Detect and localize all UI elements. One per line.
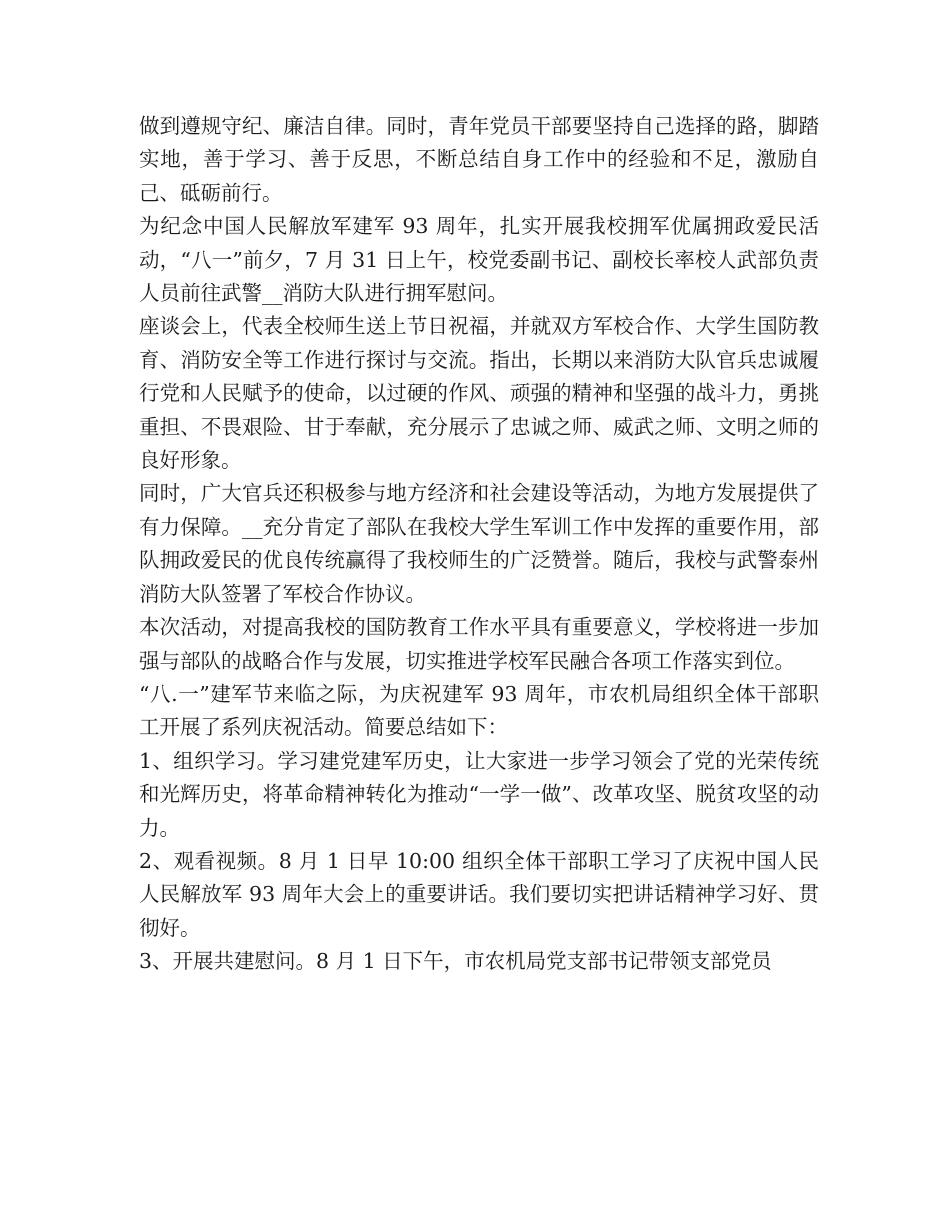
list-item-study: 1、组织学习。学习建党建军历史，让大家进一步学习领会了党的光荣传统和光辉历史，将革命精神转化为推动“一学一做”、改革攻坚、脱贫攻坚的动力。 bbox=[139, 748, 819, 840]
paragraph-significance: 本次活动，对提高我校的国防教育工作水平具有重要意义，学校将进一步加强与部队的战略合作与发展，切实推进学校军民融合各项工作落实到位。 bbox=[139, 615, 819, 673]
paragraph-discipline: 做到遵规守纪、廉洁自律。同时，青年党员干部要坚持自己选择的路，脚踏实地，善于学习、善于反思，不断总结自身工作中的经验和不足，激励自己、砥砺前行。 bbox=[139, 114, 819, 205]
paragraph-agriculture-bureau: “八.一”建军节来临之际，为庆祝建军 93 周年，市农机局组织全体干部职工开展了系列庆祝活动。简要总结如下： bbox=[139, 681, 819, 740]
paragraph-cooperation: 同时，广大官兵还积极参与地方经济和社会建设等活动，为地方发展提供了有力保障。__充分肯定了部队在我校大学生军训工作中发挥的重要作用，部队拥政爱民的优良传统赢得了我校师生的广泛赞誉。随后，我校与武警泰州消防大队签署了军校合作协议。 bbox=[139, 481, 819, 606]
list-item-condolence: 3、开展共建慰问。8 月 1 日下午，市农机局党支部书记带领支部党员 bbox=[139, 949, 772, 974]
paragraph-anniversary-visit: 为纪念中国人民解放军建军 93 周年，扎实开展我校拥军优属拥政爱民活动，“八一”前夕，7 月 31 日上午，校党委副书记、副校长率校人武部负责人员前往武警__消防大队进行拥军慰问。 bbox=[139, 214, 819, 306]
paragraph-symposium: 座谈会上，代表全校师生送上节日祝福，并就双方军校合作、大学生国防教育、消防安全等工作进行探讨与交流。指出，长期以来消防大队官兵忠诚履行党和人民赋予的使命，以过硬的作风、顽强的精神和坚强的战斗力，勇挑重担、不畏艰险、甘于奉献，充分展示了忠诚之师、威武之师、文明之师的良好形象。 bbox=[139, 314, 819, 473]
list-item-video: 2、观看视频。8 月 1 日早 10:00 组织全体干部职工学习了庆祝中国人民人民解放军 93 周年大会上的重要讲话。我们要切实把讲话精神学习好、贯彻好。 bbox=[139, 848, 819, 940]
document-page bbox=[139, 110, 819, 979]
